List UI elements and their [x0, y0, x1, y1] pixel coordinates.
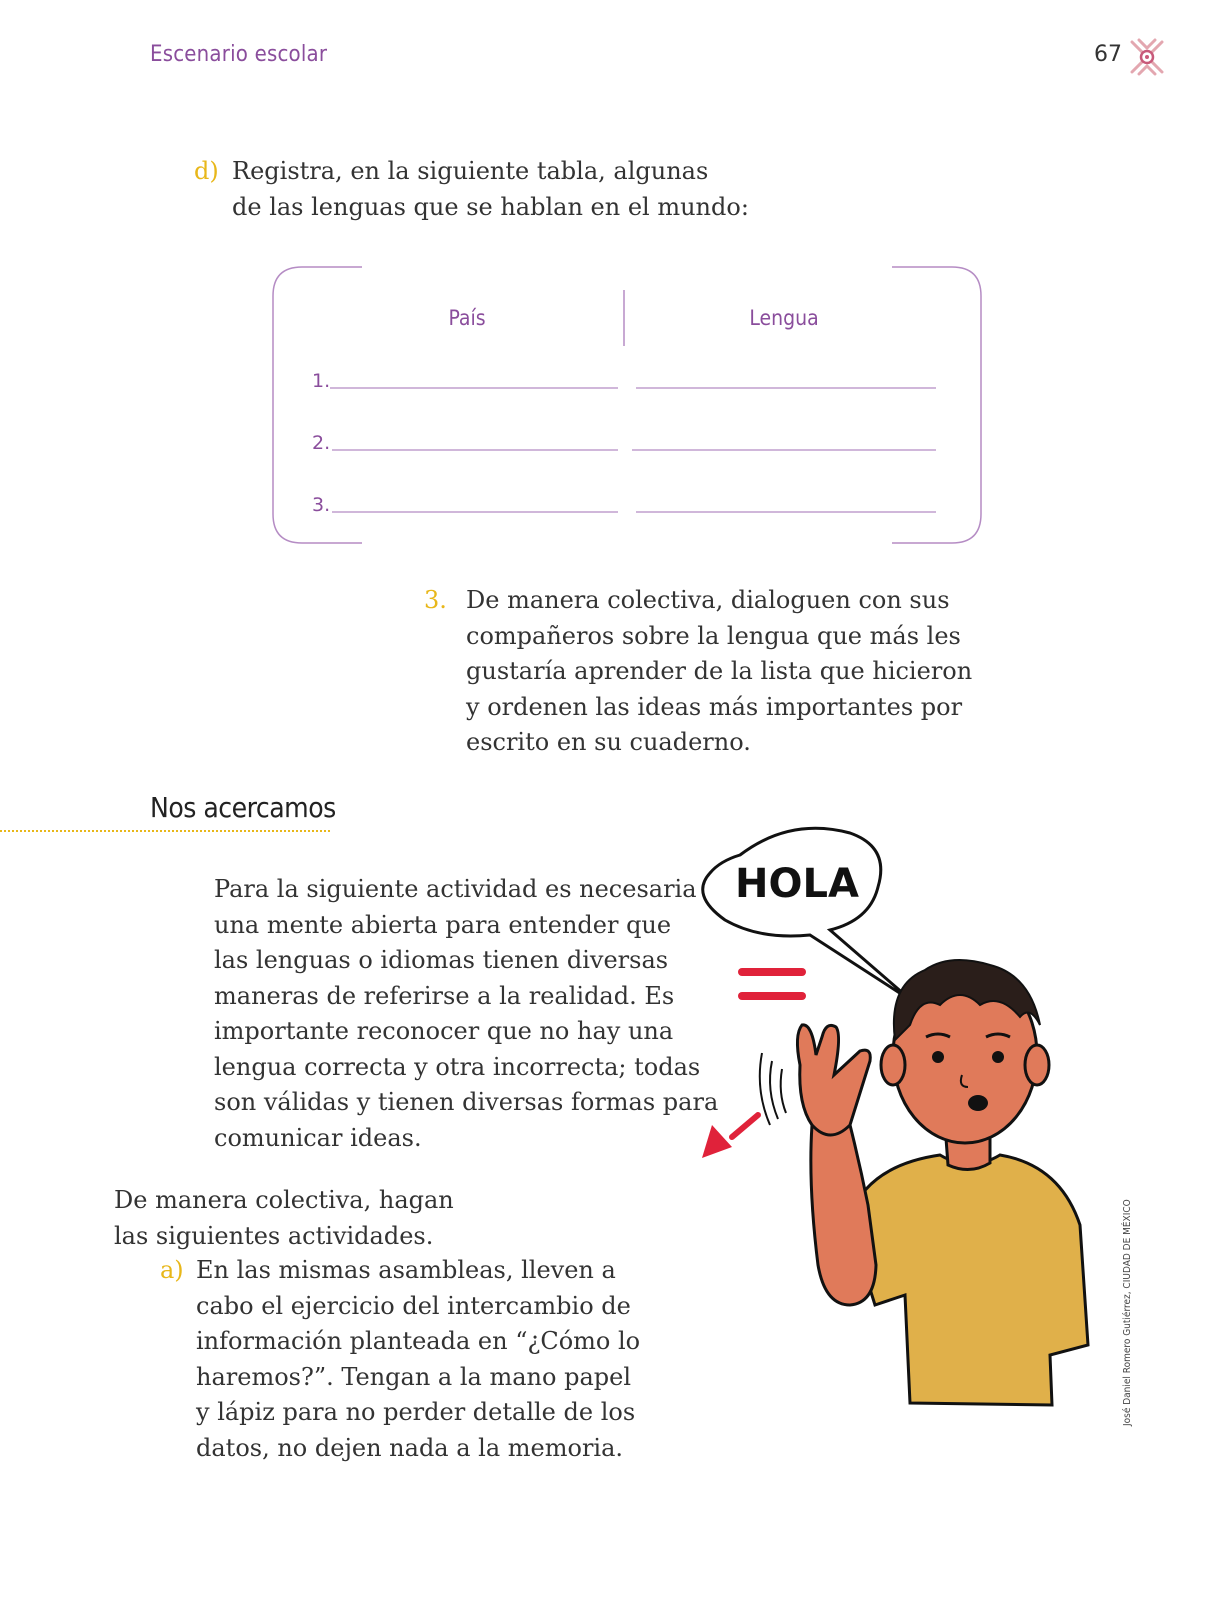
task-a-line: datos, no dejen nada a la memoria. — [196, 1433, 624, 1462]
table-row-number: 3. — [312, 494, 331, 516]
step-3 — [424, 583, 1004, 761]
intro-paragraph — [214, 872, 744, 1156]
task-a-marker: a) — [160, 1256, 184, 1284]
step-3-line: escrito en su cuaderno. — [466, 728, 751, 756]
step-3-line: gustaría aprender de la lista que hicieron — [466, 657, 973, 685]
task-a-line: información planteada en “¿Cómo lo — [196, 1327, 641, 1355]
intro-line: comunicar ideas. — [214, 1123, 422, 1152]
speech-bubble-text: HOLA — [735, 861, 859, 907]
intro-line: maneras de referirse a la realidad. Es — [214, 981, 675, 1010]
page-number: 67 — [1094, 42, 1122, 67]
activities-intro — [114, 1183, 534, 1254]
task-d — [194, 154, 814, 225]
equals-sign-icon — [742, 972, 802, 996]
intro-line: una mente abierta para entender que — [214, 910, 672, 939]
table-row-number: 2. — [312, 432, 331, 454]
step-3-line: y ordenen las ideas más importantes por — [466, 692, 963, 721]
task-a — [160, 1253, 680, 1466]
step-3-line: compañeros sobre la lengua que más les — [466, 621, 961, 650]
task-a-line: En las mismas asambleas, lleven a — [196, 1256, 616, 1284]
section-divider — [0, 830, 330, 832]
table-header-lengua: Lengua — [749, 306, 819, 330]
task-d-line: Registra, en la siguiente tabla, algunas — [232, 157, 709, 185]
table-header-pais: País — [448, 306, 486, 330]
step-3-line: De manera colectiva, dialoguen con sus — [466, 586, 950, 614]
step-3-marker: 3. — [424, 586, 447, 614]
task-d-line: de las lenguas que se hablan en el mundo: — [232, 192, 749, 221]
intro-line: lengua correcta y otra incorrecta; todas — [214, 1052, 701, 1081]
illustration-credit: José Daniel Romero Gutiérrez, CIUDAD DE MÉXICO — [1122, 1199, 1133, 1426]
activities-intro-line: De manera colectiva, hagan — [114, 1186, 454, 1214]
arrow-down-left-icon — [702, 1115, 758, 1158]
task-a-line: cabo el ejercicio del intercambio de — [196, 1291, 631, 1320]
intro-line: son válidas y tienen diversas formas para — [214, 1088, 719, 1116]
task-a-line: haremos?”. Tengan a la mano papel — [196, 1362, 631, 1391]
activities-intro-line: las siguientes actividades. — [114, 1221, 434, 1250]
task-d-marker: d) — [194, 157, 219, 185]
boy-waving-illustration — [700, 825, 1120, 1445]
intro-line: Para la siguiente actividad es necesaria — [214, 875, 697, 903]
language-table — [272, 266, 982, 544]
intro-line: importante reconocer que no hay una — [214, 1017, 674, 1045]
section-label: Escenario escolar — [150, 42, 328, 67]
task-a-line: y lápiz para no perder detalle de los — [196, 1398, 636, 1426]
intro-line: las lenguas o idiomas tienen diversas — [214, 946, 669, 974]
section-title: Nos acercamos — [150, 791, 336, 824]
speech-bubble — [703, 828, 912, 1001]
table-row-number: 1. — [312, 370, 331, 392]
publisher-logo-icon — [1128, 38, 1166, 76]
